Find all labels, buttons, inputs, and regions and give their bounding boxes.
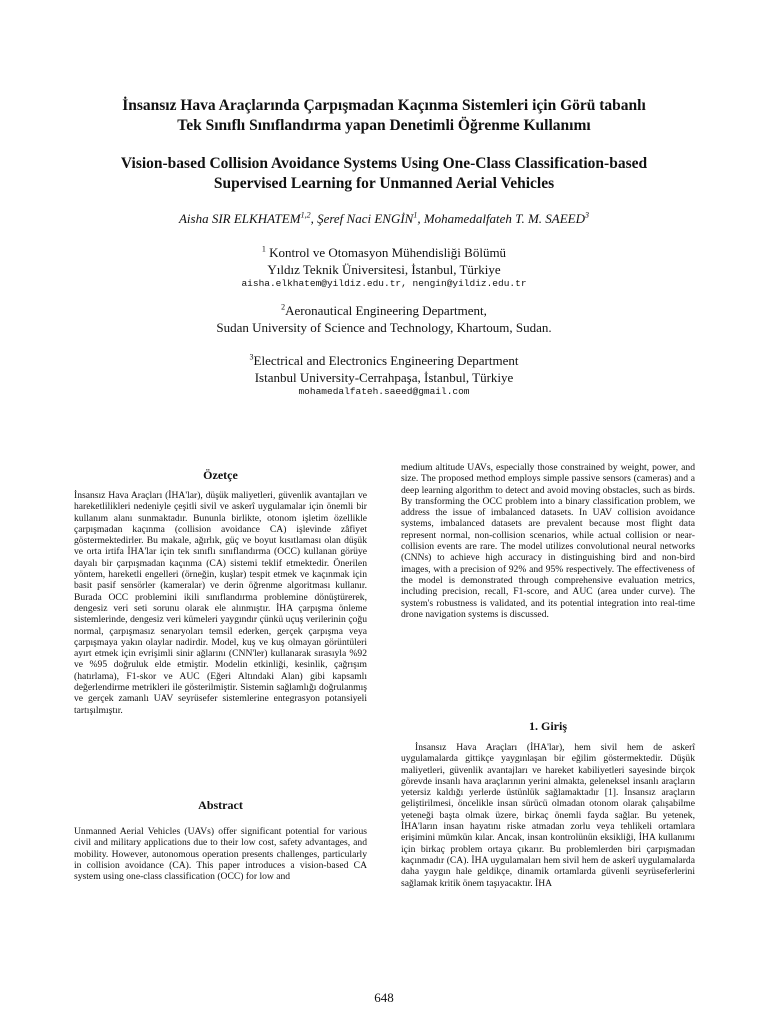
affiliation-mark: 3 — [249, 352, 254, 362]
author-list: Aisha SIR ELKHATEM$^{1,2}$, Şeref Naci ENGİN$^1$, Mohamedalfateh T. M. SAEED$^3$ — [178, 210, 589, 226]
ozetce-heading: Özetçe — [203, 468, 238, 482]
title-turkish-line: Tek Sınıflı Sınıflandırma yapan Denetimli Öğrenme Kullanımı — [177, 117, 591, 134]
abstract-body-left — [74, 826, 367, 882]
page-number: 648 — [374, 990, 394, 1005]
ozetce-body — [74, 490, 367, 716]
affiliation-2 — [40, 302, 728, 336]
giris-paragraph: İnsansız Hava Araçları (İHA'lar), hem sivil hem de askerî uygulamalarda gittikçe yaygınlaşan bir eğilim göstermektedir. Düşük maliyetleri, güvenlik avantajları ve hareket kabiliyetleri sayesinde birçok görevde insanlı hava araçlarının yerini almakta, geleneksel insanlı araçların yetersiz kaldığı yerlerde üstünlük sağlamaktadır [1]. İnsansız araçların geliştirilmesi, öncelikle insan sürücü olmadan otonom olarak çalışabilme yeteneği başta olmak üzere, birkaç önemli fayda sağlar. Bu yetenek, İHA'ların insan hayatını riske atmadan zorlu veya tehlikeli ortamlara erişimini mümkün kılar. Ancak, insan kontrolünün eksikliği, İHA kullanımı için birkaç problem ortaya çıkarır. Bu problemlerden biri çarpışmadan kaçınmadır (CA). İHA uygulamaları hem sivil hem de askerî uygulamalarda daha yaygın hale geldikçe, dinamik ortamlarda güvenli seyrüseferlerini sağlamak kritik önem taşıyacaktır. İHA — [401, 742, 695, 889]
abstract-heading: Abstract — [198, 798, 243, 812]
affiliation-department: Electrical and Electronics Engineering Department — [253, 353, 519, 368]
ozetce-paragraph: İnsansız Hava Araçları (İHA'lar), düşük maliyetleri, güvenlik avantajları ve hareketlilikleri nedeniyle çeşitli sivil ve askerî uygulamalar için önemli bir kullanım alanı sunmaktadır. Bununla birlikte, otonom işletim özellikle çarpışmadan kaçınma (collision avoidance CA) işlevinde zâfiyet göstermektedirler. Bu makale, ağırlık, güç ve boyut kısıtlaması olan düşük ve orta irtifa İHA'lar için tek sınıflı sınıflandırma (OCC) kullanan görüye dayalı bir çarpışmadan kaçınma (CA) sistemi teklif etmektedir. Önerilen yöntem, hareketli engelleri (örneğin, kuşlar) tespit etmek ve kaçınmak için basit pasif sensörler (kameralar) ve derin öğrenme algoritması kullanır. Burada OCC problemini ikili sınıflandırma problemine dönüştürerek, dengesiz veri seti sorunu olarak ele alınmıştır. İHA çarpışma önleme sistemlerinde, dengesiz veri kümeleri yaygındır çünkü uçuş verilerinin çoğu normal, çarpışmasız senaryoları temsil ederken, gerçek çarpışma veya çarpışmaya yakın olaylar nadirdir. Model, kuş ve kuş olmayan görüntüleri ayırt etmek için evrişimli sinir ağlarını (CNN'ler) kullanarak sırasıyla %92 ve %95 doğruluk elde etmiştir. Modelin etkinliği, kesinlik, çağrışım (hatırlama), F1-skor ve AUC (Eğeri Altındaki Alan) gibi kapsamlı değerlendirme metrikleri ile gösterilmiştir. Sistemin sağlamlığı doğrulanmış ve gerçek zamanlı UAV seyrüsefer sistemlerine entegrasyon potansiyeli tartışılmıştır. — [74, 490, 367, 716]
affiliation-institution: Istanbul University-Cerrahpaşa, İstanbul, Türkiye — [254, 370, 514, 385]
author-affiliation-mark: 3 — [585, 210, 589, 220]
abstract-paragraph: Unmanned Aerial Vehicles (UAVs) offer significant potential for various civil and military applications due to their low cost, safety advantages, and mobility. However, autonomous operation presents challenges, particularly in collision avoidance (CA). This paper introduces a vision-based CA system using one-class classification (OCC) for low and — [74, 826, 367, 883]
title-english-line: Supervised Learning for Unmanned Aerial Vehicles — [213, 175, 555, 192]
title-turkish-line: İnsansız Hava Araçlarında Çarpışmadan Kaçınma Sistemleri için Görü tabanlı — [122, 97, 646, 114]
author-name: Şeref Naci ENGİN — [317, 211, 414, 226]
author-affiliation-mark: 1 — [413, 210, 418, 220]
affiliation-1 — [40, 244, 728, 290]
affiliation-mark: 1 — [261, 244, 266, 254]
affiliation-email: aisha.elkhatem@yildiz.edu.tr, nengin@yildiz.edu.tr — [241, 278, 527, 289]
affiliation-department: Kontrol ve Otomasyon Mühendisliği Bölümü — [265, 245, 507, 260]
affiliation-email: mohamedalfateh.saeed@gmail.com — [298, 386, 470, 397]
affiliation-mark: 2 — [281, 302, 286, 312]
abstract-body-right — [401, 462, 695, 620]
affiliation-3 — [40, 352, 728, 398]
title-english — [40, 154, 728, 194]
author-name: Mohamedalfateh T. M. SAEED — [423, 211, 585, 226]
affiliation-department: Aeronautical Engineering Department, — [285, 303, 487, 318]
abstract-paragraph-continued: medium altitude UAVs, especially those constrained by weight, power, and size. The proposed method employs simple passive sensors (cameras) and a deep learning algorithm to detect and avoid moving obstacles, such as birds. By transforming the OCC problem into a binary classification problem, we address the issue of imbalanced datasets. In UAV collision avoidance systems, imbalanced datasets are prevalent because most flight data represent normal, non-collision scenarios, while actual collision or near-collision events are rare. The model utilizes convolutional neural networks (CNNs) to achieve high accuracy in distinguishing bird and non-bird images, with a precision of 92% and 95% respectively. The effectiveness of the model is demonstrated through comprehensive evaluation metrics, including precision, recall, F1-score, and AUC (area under curve). The system's robustness is validated, and its potential integration into real-time drone navigation systems is discussed. — [401, 462, 695, 620]
giris-body — [401, 742, 695, 889]
author-affiliation-mark: 1,2 — [300, 210, 311, 220]
author-name: Aisha SIR ELKHATEM — [178, 211, 301, 226]
title-turkish — [40, 96, 728, 136]
title-english-line: Vision-based Collision Avoidance Systems Using One-Class Classification-based — [120, 155, 648, 172]
affiliation-institution: Yıldız Teknik Üniversitesi, İstanbul, Türkiye — [267, 262, 501, 277]
giris-heading: 1. Giriş — [529, 719, 567, 733]
affiliation-institution: Sudan University of Science and Technology, Khartoum, Sudan. — [216, 320, 552, 335]
